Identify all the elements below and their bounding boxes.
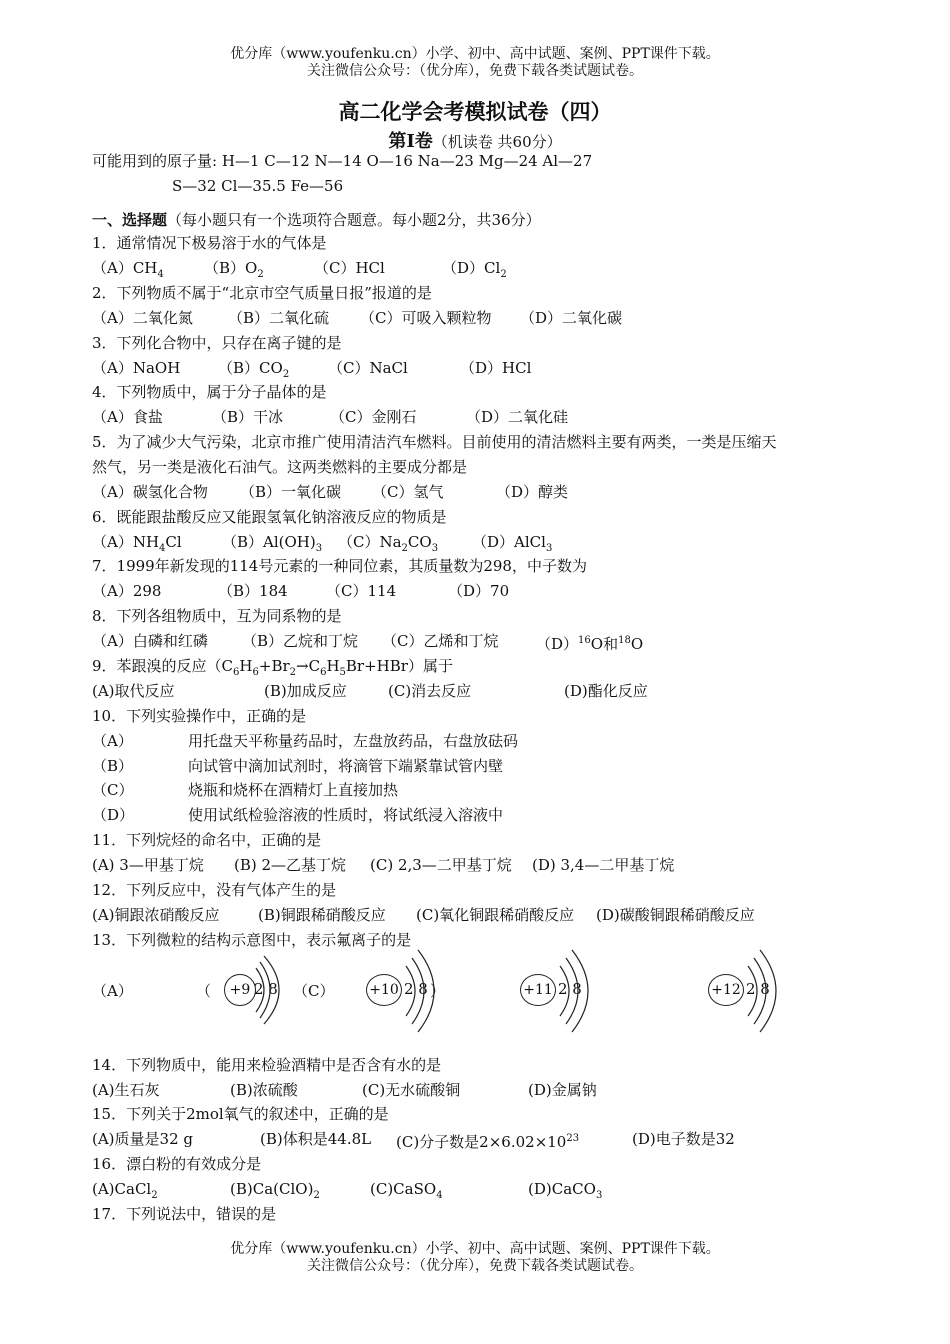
question-9-options	[92, 681, 872, 701]
question-7-stem: 7．1999年新发现的114号元素的一种同位素，其质量数为298，中子数为	[92, 557, 587, 575]
question-9-stem: 9．苯跟溴的反应$(C_6H_6+Br_2\to C_6H_5Br+HBr)$属于	[92, 657, 453, 678]
option-a[interactable]: （A）食盐	[92, 408, 163, 426]
option-a[interactable]: (A)取代反应	[92, 682, 175, 700]
question-1-options	[92, 258, 872, 278]
question-13-stem: 13．下列微粒的结构示意图中，表示氟离子的是	[92, 931, 412, 949]
option-b[interactable]: (B)浓硫酸	[230, 1081, 298, 1099]
part-note: （机读卷 共60分）	[432, 133, 562, 151]
option-b[interactable]: （B）二氧化硫	[228, 309, 330, 327]
q13-label-b[interactable]: （	[196, 982, 212, 1000]
option-c[interactable]: (C) 2,3—二甲基丁烷	[370, 856, 512, 874]
electron-shell-arcs	[238, 960, 298, 1020]
option-d[interactable]: （D）HCl	[460, 359, 532, 377]
question-6-stem: 6．既能跟盐酸反应又能跟氢氧化钠溶液反应的物质是	[92, 508, 447, 526]
question-10-stem: 10．下列实验操作中，正确的是	[92, 707, 307, 725]
question-8-stem: 8．下列各组物质中，互为同系物的是	[92, 607, 342, 625]
option-a[interactable]: (A)铜跟浓硝酸反应	[92, 906, 220, 924]
option-b[interactable]: （B）184	[218, 582, 288, 600]
option-c[interactable]: （C）乙烯和丁烷	[382, 632, 499, 650]
option-b[interactable]: (B)加成反应	[264, 682, 347, 700]
atomic-masses-line-1: 可能用到的原子量: H—1 C—12 N—14 O—16 Na—23 Mg—24 Al—27	[92, 152, 593, 170]
option-c[interactable]: $(C)Na_2CO_3$	[338, 533, 439, 554]
question-5-stem-line-1: 5．为了减少大气污染，北京市推广使用清洁汽车燃料。目前使用的清洁燃料主要有两类，一类是压缩天	[92, 433, 777, 451]
question-15-stem: 15．下列关于2mol氧气的叙述中，正确的是	[92, 1105, 389, 1123]
option-b[interactable]: $(B)CO_2$	[218, 359, 290, 380]
option-c[interactable]: （C）HCl	[314, 259, 385, 277]
question-2-stem: 2．下列物质不属于“北京市空气质量日报”报道的是	[92, 284, 432, 302]
part-title	[0, 127, 950, 153]
q13-paren-close: ）	[430, 982, 446, 1000]
question-8-options	[92, 631, 872, 651]
shell-electrons: 2 8	[746, 980, 770, 998]
question-16-stem: 16．漂白粉的有效成分是	[92, 1155, 262, 1173]
option-a[interactable]: (A) 3—甲基丁烷	[92, 856, 204, 874]
footer-line-2: 关注微信公众号：（优分库），免费下载各类试题试卷。	[307, 1258, 643, 1274]
question-1-stem: 1．通常情况下极易溶于水的气体是	[92, 234, 327, 252]
option-c[interactable]: (C)CaSO$_4$	[370, 1180, 443, 1201]
q13-label-a[interactable]: （A）	[92, 982, 133, 1000]
question-10-option-d[interactable]: （D） 使用试纸检验溶液的性质时，将试纸浸入溶液中	[92, 806, 504, 824]
option-a[interactable]: (A)生石灰	[92, 1081, 160, 1099]
option-d[interactable]: (D) 3,4—二甲基丁烷	[532, 856, 675, 874]
section-instructions: （每小题只有一个选项符合题意。每小题2分，共36分）	[167, 211, 541, 229]
question-15-options	[92, 1129, 872, 1149]
option-d[interactable]: (D)酯化反应	[564, 682, 648, 700]
part-label: 第Ⅰ卷	[388, 131, 433, 152]
question-6-options	[92, 532, 872, 552]
option-c[interactable]: （C）NaCl	[328, 359, 408, 377]
nucleus: +12	[708, 974, 744, 1006]
option-b[interactable]: （B）干冰	[212, 408, 284, 426]
footer-line-1: 优分库（www.youfenku.cn）小学、初中、高中试题、案例、PPT课件下载。	[230, 1241, 720, 1257]
option-d[interactable]: （D）70	[448, 582, 510, 600]
question-10-option-a[interactable]: （A） 用托盘天平称量药品时，左盘放药品，右盘放砝码	[92, 732, 519, 750]
option-b[interactable]: $(B)Ca(ClO)_2$	[230, 1180, 320, 1201]
electron-shell-arcs	[726, 956, 796, 1026]
page-title: 高二化学会考模拟试卷（四）	[338, 99, 612, 124]
option-b[interactable]: （B）一氧化碳	[240, 483, 342, 501]
header-line-2: 关注微信公众号：（优分库），免费下载各类试题试卷。	[307, 63, 643, 79]
option-c[interactable]: (C)消去反应	[388, 682, 472, 700]
q13-label-c[interactable]: （C）	[293, 982, 335, 1000]
question-16-options	[92, 1179, 872, 1199]
question-10-option-c[interactable]: （C） 烧瓶和烧杯在酒精灯上直接加热	[92, 781, 399, 799]
atomic-masses-line-2: S—32 Cl—35.5 Fe—56	[172, 177, 344, 195]
option-c[interactable]: （C）氢气	[372, 483, 444, 501]
option-d[interactable]: $(D)^{16}O$和$^{18}$O	[536, 635, 644, 653]
question-12-stem: 12．下列反应中，没有气体产生的是	[92, 881, 337, 899]
option-a[interactable]: $(A)NH_4Cl$	[92, 533, 182, 554]
question-5-stem-line-2: 然气，另一类是液化石油气。这两类燃料的主要成分都是	[92, 458, 468, 476]
option-a[interactable]: （A）二氧化氮	[92, 309, 193, 327]
shell-electrons: 2 8	[404, 980, 428, 998]
question-4-options	[92, 407, 872, 427]
option-c[interactable]: (C)无水硫酸铜	[362, 1081, 461, 1099]
question-11-options	[92, 855, 872, 875]
option-d[interactable]: (D)碳酸铜跟稀硝酸反应	[596, 906, 755, 924]
electron-shell-arcs	[538, 956, 608, 1026]
section-title: 一、选择题	[92, 211, 168, 229]
option-b[interactable]: $(B)O_2$	[204, 259, 264, 280]
question-5-options	[92, 482, 872, 502]
option-a[interactable]: (A)质量是32 g	[92, 1130, 193, 1148]
option-d[interactable]: （D）二氧化硅	[466, 408, 569, 426]
question-10-option-b[interactable]: （B） 向试管中滴加试剂时，将滴管下端紧靠试管内壁	[92, 757, 504, 775]
question-17-stem: 17．下列说法中，错误的是	[92, 1205, 277, 1223]
option-d[interactable]: (D)CaCO$_3$	[528, 1180, 603, 1201]
option-a[interactable]: (A)CaCl$_2$	[92, 1180, 158, 1201]
option-d[interactable]: (D)电子数是32	[632, 1130, 735, 1148]
electron-shell-arcs	[384, 956, 454, 1026]
question-14-options	[92, 1080, 872, 1100]
question-11-stem: 11．下列烷烃的命名中，正确的是	[92, 831, 322, 849]
nucleus: +9	[224, 974, 256, 1006]
option-c[interactable]: （C）可吸入颗粒物	[360, 309, 492, 327]
option-d[interactable]: （D）AlCl$_3$	[472, 533, 553, 554]
section-heading	[92, 210, 541, 230]
option-a[interactable]: $(A)CH_4$	[92, 259, 164, 280]
nucleus: +11	[520, 974, 556, 1006]
header-line-1: 优分库（www.youfenku.cn）小学、初中、高中试题、案例、PPT课件下载。	[230, 46, 720, 62]
option-d[interactable]: （D）醇类	[496, 483, 569, 501]
question-4-stem: 4．下列物质中，属于分子晶体的是	[92, 383, 327, 401]
option-d[interactable]: （D）二氧化碳	[520, 309, 623, 327]
option-d[interactable]: $(D)Cl_2$	[442, 259, 507, 280]
question-7-options	[92, 581, 872, 601]
option-b[interactable]: (B) 2—乙基丁烷	[234, 856, 347, 874]
question-12-options	[92, 905, 872, 925]
option-c[interactable]: (C)分子数是$2\times 6.02\times 10^{23}$	[396, 1133, 580, 1151]
option-b[interactable]: (B)体积是44.8L	[260, 1130, 372, 1148]
option-a[interactable]: （A）NaOH	[92, 359, 181, 377]
nucleus: +10	[366, 974, 402, 1006]
question-14-stem: 14．下列物质中，能用来检验酒精中是否含有水的是	[92, 1056, 442, 1074]
option-c[interactable]: （C）金刚石	[330, 408, 417, 426]
option-c[interactable]: (C)氧化铜跟稀硝酸反应	[416, 906, 575, 924]
option-a[interactable]: （A）碳氢化合物	[92, 483, 208, 501]
question-3-options	[92, 358, 872, 378]
option-a[interactable]: （A）298	[92, 582, 162, 600]
option-a[interactable]: （A）白磷和红磷	[92, 632, 208, 650]
shell-electrons: 2 8	[254, 980, 278, 998]
option-b[interactable]: (B)铜跟稀硝酸反应	[258, 906, 386, 924]
option-c[interactable]: （C）114	[326, 582, 397, 600]
option-b[interactable]: $(B)Al(OH)_3$	[222, 533, 323, 554]
shell-electrons: 2 8	[558, 980, 582, 998]
option-b[interactable]: （B）乙烷和丁烷	[242, 632, 359, 650]
option-d[interactable]: (D)金属钠	[528, 1081, 597, 1099]
question-2-options	[92, 308, 872, 328]
question-3-stem: 3．下列化合物中，只存在离子键的是	[92, 334, 342, 352]
